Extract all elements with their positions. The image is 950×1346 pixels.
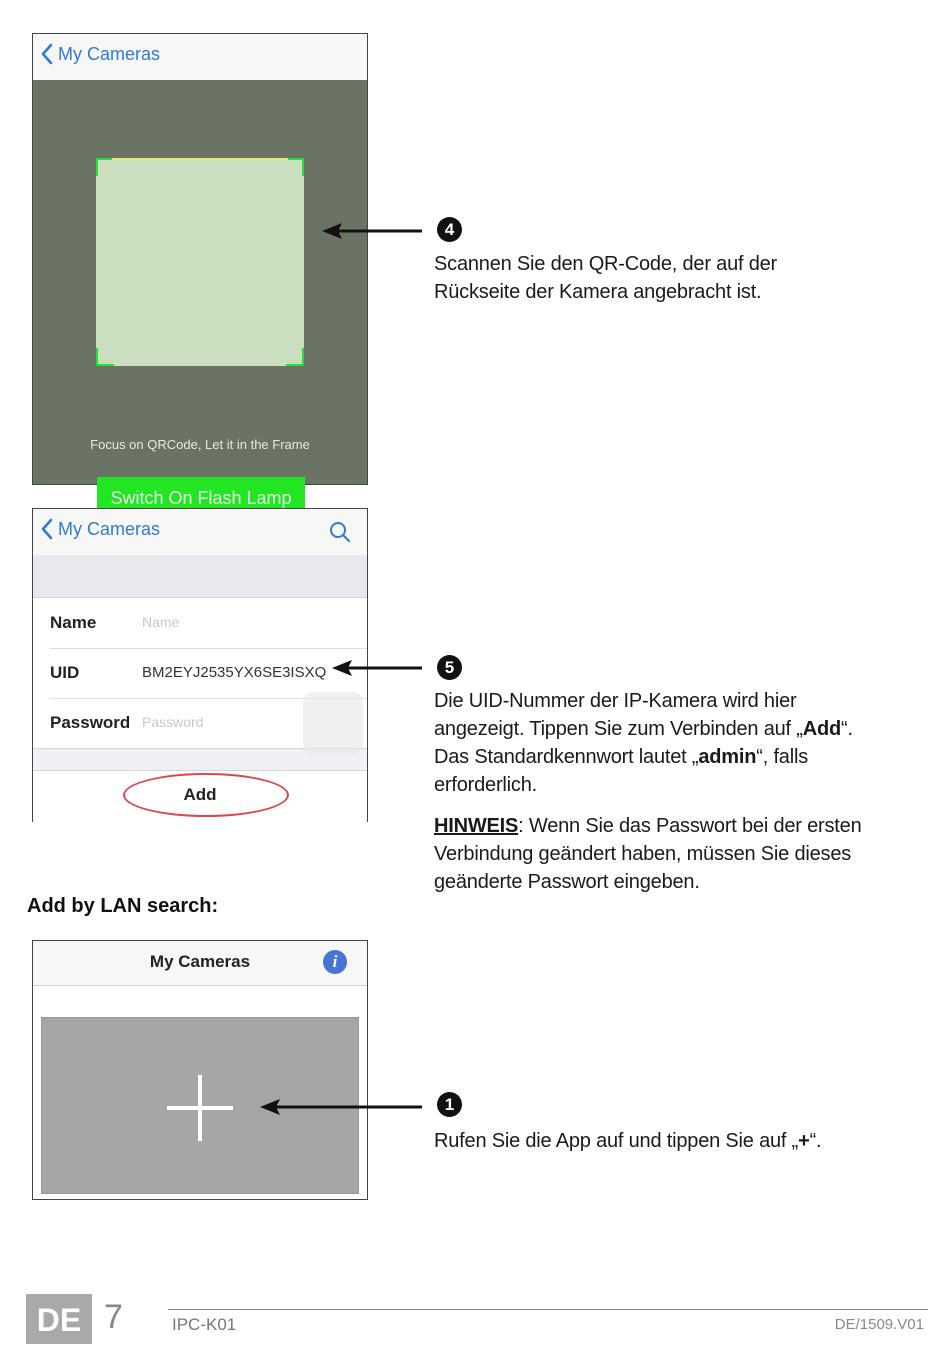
document-version: DE/1509.V01 <box>834 1316 924 1333</box>
step-number-5: 5 <box>437 655 462 680</box>
back-label: My Cameras <box>58 43 161 64</box>
step-5-text-a: Die UID-Nummer der IP-Kamera wird hier angezeigt. Tippen Sie zum Verbinden auf „ <box>434 690 803 740</box>
language-badge: DE <box>26 1294 92 1344</box>
camera-viewfinder <box>33 80 367 508</box>
scan-line <box>112 158 288 160</box>
add-bar <box>33 770 367 824</box>
flash-lamp-button[interactable]: Switch On Flash Lamp <box>97 477 305 519</box>
password-field[interactable]: Password <box>142 714 204 730</box>
admin-keyword: admin <box>698 746 757 768</box>
navigation-bar <box>33 941 367 986</box>
search-icon[interactable] <box>329 521 351 543</box>
plus-glyph: + <box>798 1130 810 1152</box>
section-heading: Add by LAN search: <box>27 895 219 917</box>
name-field[interactable]: Name <box>142 614 180 630</box>
step-1-text-a: Rufen Sie die App auf und tippen Sie auf „ <box>434 1130 799 1152</box>
chevron-left-icon <box>41 518 53 540</box>
step-1-text-b: “. <box>809 1130 822 1152</box>
step-5-text-b: “. Das Standardkennwort lautet „ <box>434 718 853 768</box>
name-row <box>50 598 367 649</box>
back-button[interactable] <box>41 43 160 65</box>
step-5-text <box>434 687 874 799</box>
frame-corner <box>96 348 114 366</box>
add-button[interactable]: Add <box>183 785 217 804</box>
my-cameras-screenshot <box>32 940 368 1200</box>
name-label: Name <box>50 613 97 632</box>
step-5-text-c: “, falls erforderlich. <box>434 746 809 796</box>
plus-icon <box>167 1075 233 1141</box>
navigation-bar <box>33 509 367 556</box>
frame-corner <box>286 348 304 366</box>
step-number-1: 1 <box>437 1092 462 1117</box>
password-label: Password <box>50 713 131 732</box>
qr-scan-screenshot <box>32 33 368 508</box>
back-label: My Cameras <box>58 518 161 539</box>
arrow-left-icon <box>332 657 424 679</box>
arrow-left-icon <box>322 220 424 242</box>
screen-title: My Cameras <box>149 952 251 971</box>
scan-hint: Focus on QRCode, Let it in the Frame <box>90 437 310 452</box>
section-spacer <box>33 555 367 597</box>
qr-frame <box>96 158 304 366</box>
footer-divider <box>168 1309 928 1310</box>
uid-label: UID <box>50 663 80 682</box>
note-label: HINWEIS <box>434 815 519 837</box>
model-name: IPC-K01 <box>172 1315 237 1334</box>
chevron-left-icon <box>41 43 53 65</box>
step-number-4: 4 <box>437 217 462 242</box>
uid-field[interactable]: BM2EYJ2535YX6SE3ISXQ <box>142 664 327 681</box>
frame-corner <box>286 158 304 176</box>
back-button[interactable] <box>41 518 160 540</box>
assistive-touch-overlay <box>303 692 363 754</box>
step-4-text: Scannen Sie den QR-Code, der auf der Rückseite der Kamera angebracht ist. <box>434 253 778 303</box>
page-number: 7 <box>104 1298 123 1336</box>
step-5-note <box>434 812 874 896</box>
step-1-text <box>434 1127 874 1155</box>
navigation-bar <box>33 34 367 81</box>
arrow-left-icon <box>260 1096 424 1118</box>
frame-corner <box>96 158 114 176</box>
note-text: : Wenn Sie das Passwort bei der ersten Verbindung geändert haben, müssen Sie dieses geänderte Passwort eingeben. <box>434 815 862 893</box>
info-icon[interactable]: i <box>323 950 347 974</box>
add-keyword: Add <box>802 718 841 740</box>
add-camera-screenshot <box>32 508 368 822</box>
